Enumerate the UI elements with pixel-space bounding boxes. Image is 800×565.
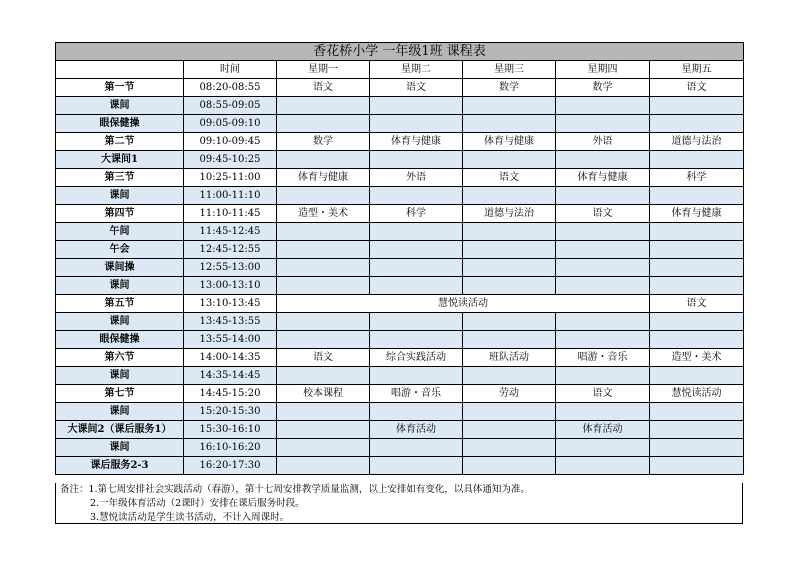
period-label: 大课间1	[56, 151, 184, 169]
table-row	[56, 79, 744, 97]
period-label: 课间	[56, 313, 184, 331]
note-line: 2.一年级体育活动（2课时）安排在课后服务时段。	[90, 498, 305, 509]
subject-cell	[370, 457, 463, 475]
subject-cell	[277, 187, 370, 205]
period-time: 13:10-13:45	[184, 295, 277, 313]
title-row	[56, 43, 744, 61]
period-label: 课间	[56, 187, 184, 205]
subject-cell	[463, 403, 556, 421]
subject-cell: 体育活动	[370, 421, 463, 439]
table-row	[56, 295, 744, 313]
subject-cell	[650, 403, 744, 421]
subject-cell	[370, 439, 463, 457]
timetable-sheet	[55, 42, 743, 475]
table-row	[56, 133, 744, 151]
subject-cell: 科学	[370, 205, 463, 223]
subject-cell	[370, 115, 463, 133]
subject-cell: 综合实践活动	[370, 349, 463, 367]
period-label: 眼保健操	[56, 115, 184, 133]
subject-cell	[556, 259, 650, 277]
subject-cell	[370, 241, 463, 259]
subject-cell: 外语	[556, 133, 650, 151]
period-label: 课间	[56, 439, 184, 457]
period-time: 08:55-09:05	[184, 97, 277, 115]
subject-cell	[650, 439, 744, 457]
subject-cell: 体育与健康	[556, 169, 650, 187]
period-time: 13:00-13:10	[184, 277, 277, 295]
period-time: 13:55-14:00	[184, 331, 277, 349]
period-label: 午间	[56, 223, 184, 241]
period-time: 16:20-17:30	[184, 457, 277, 475]
subject-cell: 班队活动	[463, 349, 556, 367]
subject-cell: 语文	[463, 169, 556, 187]
subject-cell	[556, 439, 650, 457]
subject-cell: 慧悦读活动	[650, 385, 744, 403]
subject-cell	[463, 331, 556, 349]
subject-cell	[650, 151, 744, 169]
subject-cell	[650, 97, 744, 115]
period-time: 12:55-13:00	[184, 259, 277, 277]
subject-cell	[370, 97, 463, 115]
subject-cell	[650, 421, 744, 439]
subject-cell	[370, 277, 463, 295]
subject-cell: 体育与健康	[277, 169, 370, 187]
table-row	[56, 331, 744, 349]
table-row	[56, 169, 744, 187]
period-time: 11:45-12:45	[184, 223, 277, 241]
table-row	[56, 187, 744, 205]
subject-cell	[370, 187, 463, 205]
period-time: 08:20-08:55	[184, 79, 277, 97]
period-label: 第六节	[56, 349, 184, 367]
subject-cell	[463, 421, 556, 439]
table-row	[56, 151, 744, 169]
table-row	[56, 439, 744, 457]
subject-cell	[650, 331, 744, 349]
subject-cell: 语文	[650, 79, 744, 97]
subject-cell: 体育活动	[556, 421, 650, 439]
table-row	[56, 277, 744, 295]
period-label: 第七节	[56, 385, 184, 403]
table-row	[56, 97, 744, 115]
subject-cell	[463, 241, 556, 259]
subject-cell	[277, 439, 370, 457]
period-label: 课后服务2-3	[56, 457, 184, 475]
subject-cell: 语文	[370, 79, 463, 97]
subject-cell	[277, 457, 370, 475]
timetable	[55, 42, 744, 475]
subject-cell	[650, 313, 744, 331]
subject-cell	[277, 277, 370, 295]
subject-cell	[370, 151, 463, 169]
subject-cell	[370, 331, 463, 349]
table-row	[56, 313, 744, 331]
subject-cell	[463, 259, 556, 277]
subject-cell	[370, 223, 463, 241]
subject-cell: 劳动	[463, 385, 556, 403]
period-label: 课间	[56, 403, 184, 421]
period-label: 午会	[56, 241, 184, 259]
period-time: 09:05-09:10	[184, 115, 277, 133]
subject-cell	[463, 115, 556, 133]
period-label: 眼保健操	[56, 331, 184, 349]
subject-cell	[463, 223, 556, 241]
table-row	[56, 367, 744, 385]
subject-cell: 造型・美术	[277, 205, 370, 223]
subject-cell	[463, 367, 556, 385]
subject-cell	[277, 223, 370, 241]
subject-cell	[463, 457, 556, 475]
subject-cell	[277, 403, 370, 421]
subject-cell	[463, 277, 556, 295]
period-label: 课间	[56, 367, 184, 385]
merged-activity-cell: 慧悦读活动	[277, 295, 650, 313]
subject-cell	[463, 439, 556, 457]
subject-cell	[277, 367, 370, 385]
table-row	[56, 223, 744, 241]
subject-cell: 唱游・音乐	[556, 349, 650, 367]
subject-cell: 体育与健康	[463, 133, 556, 151]
subject-cell: 唱游・音乐	[370, 385, 463, 403]
subject-cell	[463, 187, 556, 205]
subject-cell	[277, 97, 370, 115]
period-time: 14:00-14:35	[184, 349, 277, 367]
table-row	[56, 421, 744, 439]
subject-cell: 数学	[463, 79, 556, 97]
period-time: 12:45-12:55	[184, 241, 277, 259]
header-cell: 星期五	[650, 61, 744, 79]
subject-cell	[650, 367, 744, 385]
timetable-title: 香花桥小学 一年级1班 课程表	[56, 43, 744, 61]
subject-cell	[556, 313, 650, 331]
subject-cell: 科学	[650, 169, 744, 187]
period-time: 09:10-09:45	[184, 133, 277, 151]
period-time: 15:30-16:10	[184, 421, 277, 439]
header-cell: 星期一	[277, 61, 370, 79]
subject-cell: 数学	[277, 133, 370, 151]
subject-cell	[463, 151, 556, 169]
period-time: 09:45-10:25	[184, 151, 277, 169]
subject-cell	[650, 277, 744, 295]
subject-cell	[556, 367, 650, 385]
subject-cell	[277, 331, 370, 349]
subject-cell	[556, 277, 650, 295]
table-row	[56, 259, 744, 277]
period-label: 课间	[56, 277, 184, 295]
period-time: 10:25-11:00	[184, 169, 277, 187]
table-row	[56, 403, 744, 421]
table-row	[56, 385, 744, 403]
period-label: 大课间2（课后服务1）	[56, 421, 184, 439]
subject-cell: 语文	[277, 79, 370, 97]
note-line: 3.慧悦读活动是学生读书活动，不计入周课时。	[90, 512, 290, 523]
subject-cell	[370, 313, 463, 331]
period-label: 第四节	[56, 205, 184, 223]
header-cell: 星期三	[463, 61, 556, 79]
subject-cell	[556, 97, 650, 115]
subject-cell: 道德与法治	[463, 205, 556, 223]
subject-cell: 校本课程	[277, 385, 370, 403]
period-label: 第三节	[56, 169, 184, 187]
period-label: 课间操	[56, 259, 184, 277]
period-label: 第二节	[56, 133, 184, 151]
subject-cell	[556, 187, 650, 205]
subject-cell	[650, 115, 744, 133]
subject-cell: 造型・美术	[650, 349, 744, 367]
subject-cell	[277, 421, 370, 439]
table-row	[56, 241, 744, 259]
notes-box	[55, 483, 743, 524]
subject-cell: 体育与健康	[650, 205, 744, 223]
header-cell: 时间	[184, 61, 277, 79]
header-cell: 星期二	[370, 61, 463, 79]
period-time: 16:10-16:20	[184, 439, 277, 457]
subject-cell: 体育与健康	[370, 133, 463, 151]
header-row	[56, 61, 744, 79]
period-label: 课间	[56, 97, 184, 115]
subject-cell: 语文	[277, 349, 370, 367]
subject-cell	[650, 187, 744, 205]
subject-cell	[277, 241, 370, 259]
note-line: 备注：1.第七周安排社会实践活动（春游），第十七周安排教学质量监测，以上安排如有变化，以具体通知为准。	[60, 484, 530, 495]
subject-cell: 语文	[556, 385, 650, 403]
period-time: 11:10-11:45	[184, 205, 277, 223]
table-row	[56, 457, 744, 475]
table-row	[56, 349, 744, 367]
table-row	[56, 205, 744, 223]
period-time: 14:45-15:20	[184, 385, 277, 403]
subject-cell	[277, 313, 370, 331]
period-label: 第五节	[56, 295, 184, 313]
subject-cell	[463, 97, 556, 115]
subject-cell	[556, 151, 650, 169]
subject-cell	[650, 457, 744, 475]
period-label: 第一节	[56, 79, 184, 97]
subject-cell	[650, 223, 744, 241]
subject-cell	[556, 403, 650, 421]
subject-cell	[556, 115, 650, 133]
table-row	[56, 115, 744, 133]
subject-cell	[370, 403, 463, 421]
period-time: 13:45-13:55	[184, 313, 277, 331]
subject-cell	[650, 241, 744, 259]
subject-cell	[556, 457, 650, 475]
subject-cell: 道德与法治	[650, 133, 744, 151]
period-time: 15:20-15:30	[184, 403, 277, 421]
period-time: 14:35-14:45	[184, 367, 277, 385]
subject-cell	[556, 241, 650, 259]
subject-cell: 语文	[556, 205, 650, 223]
subject-cell: 数学	[556, 79, 650, 97]
period-time: 11:00-11:10	[184, 187, 277, 205]
subject-cell	[463, 313, 556, 331]
subject-cell	[277, 259, 370, 277]
subject-cell	[556, 331, 650, 349]
subject-cell	[277, 151, 370, 169]
subject-cell: 外语	[370, 169, 463, 187]
subject-cell	[277, 115, 370, 133]
header-cell: 星期四	[556, 61, 650, 79]
subject-cell	[370, 259, 463, 277]
subject-cell	[370, 367, 463, 385]
subject-cell	[556, 223, 650, 241]
header-cell	[56, 61, 184, 79]
subject-cell	[650, 259, 744, 277]
subject-cell: 语文	[650, 295, 744, 313]
